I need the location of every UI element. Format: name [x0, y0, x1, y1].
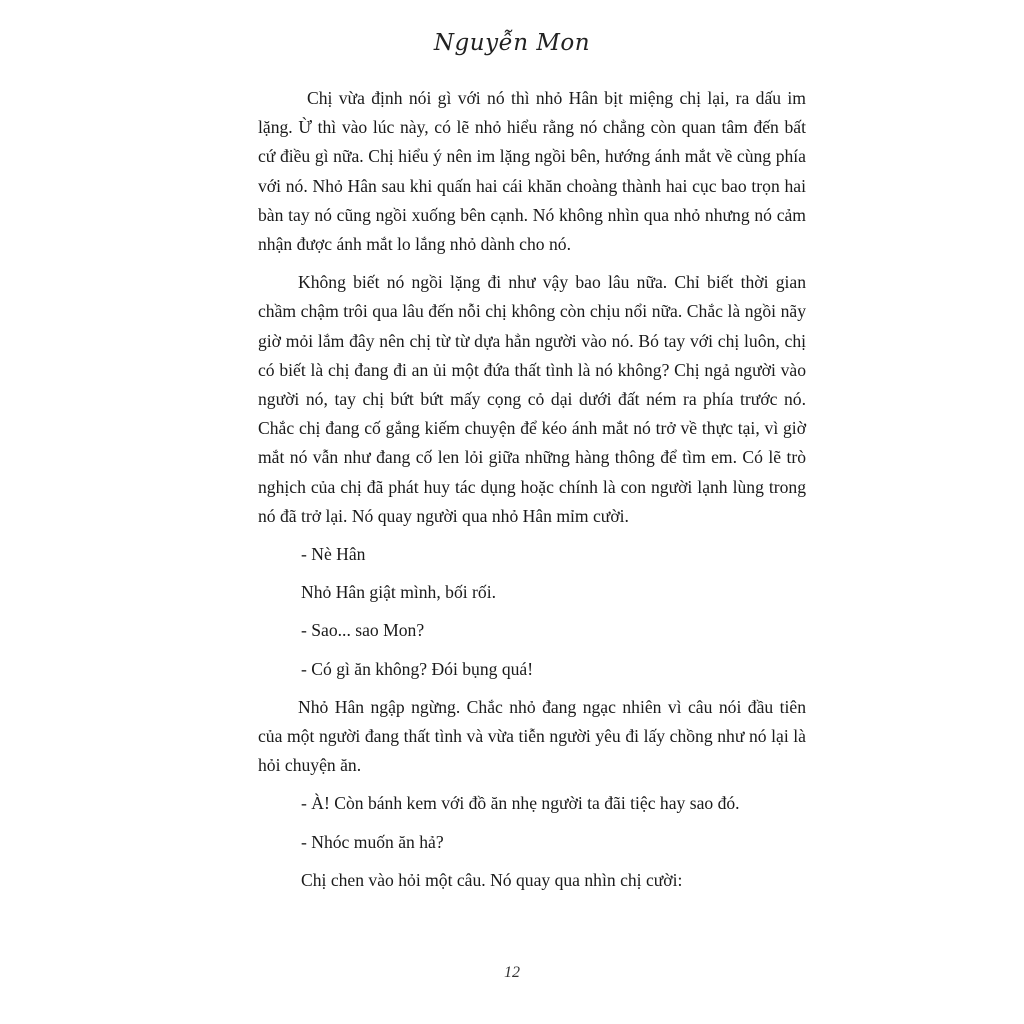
dialog-line: Chị chen vào hỏi một câu. Nó quay qua nhìn chị cười: [301, 869, 683, 890]
dialog-line: - Nhóc muốn ăn hả? [301, 831, 444, 852]
running-head-author: Nguyễn Mon [433, 30, 591, 56]
paragraph: Không biết nó ngồi lặng đi như vậy bao lâu nữa. Chỉ biết thời gian chầm chậm trôi qua lâu đến nỗi chị không còn chịu nổi nữa. Chắc là ngồi nãy giờ mỏi lắm đây nên chị từ từ dựa hẳn người vào nó. Bó tay với chị luôn, chị có biết là chị đang đi an ủi một đứa thất tình là nó không? Chị ngả người vào người nó, tay chị bứt bứt mấy cọng cỏ dại dưới đất ném ra phía trước nó. Chắc chị đang cố gắng kiếm chuyện để kéo ánh mắt nó trở về thực tại, vì giờ mắt nó vẫn như đang cố len lỏi giữa những hàng thông để tìm em. Có lẽ trò nghịch của chị đã phát huy tác dụng hoặc chính là con người lạnh lùng trong nó đã trở lại. Nó quay người qua nhỏ Hân mỉm cười. [258, 272, 806, 526]
paragraph: Chị vừa định nói gì với nó thì nhỏ Hân bịt miệng chị lại, ra dấu im lặng. Ừ thì vào lúc này, có lẽ nhỏ hiểu rằng nó chẳng còn quan tâm đến bất cứ điều gì nữa. Chị hiểu ý nên im lặng ngồi bên, hướng ánh mắt về cùng phía với nó. Nhỏ Hân sau khi quấn hai cái khăn choàng thành hai cục bao trọn hai bàn tay nó cũng ngồi xuống bên cạnh. Nó không nhìn qua nhỏ nhưng nó cảm nhận được ánh mắt lo lắng nhỏ dành cho nó. [258, 88, 806, 255]
dialog-line: - Nè Hân [301, 544, 366, 565]
body-text [258, 84, 806, 895]
page-number: 12 [504, 964, 520, 981]
paragraph: Nhỏ Hân ngập ngừng. Chắc nhỏ đang ngạc nhiên vì câu nói đầu tiên của một người đang thất tình và vừa tiễn người yêu đi lấy chồng như nó lại là hỏi chuyện ăn. [258, 696, 806, 776]
dialog-line: - À! Còn bánh kem với đồ ăn nhẹ người ta đãi tiệc hay sao đó. [301, 793, 740, 814]
dialog-line: - Sao... sao Mon? [301, 620, 425, 641]
dialog-line: Nhỏ Hân giật mình, bối rối. [301, 582, 496, 603]
dialog-line: - Có gì ăn không? Đói bụng quá! [301, 658, 534, 679]
